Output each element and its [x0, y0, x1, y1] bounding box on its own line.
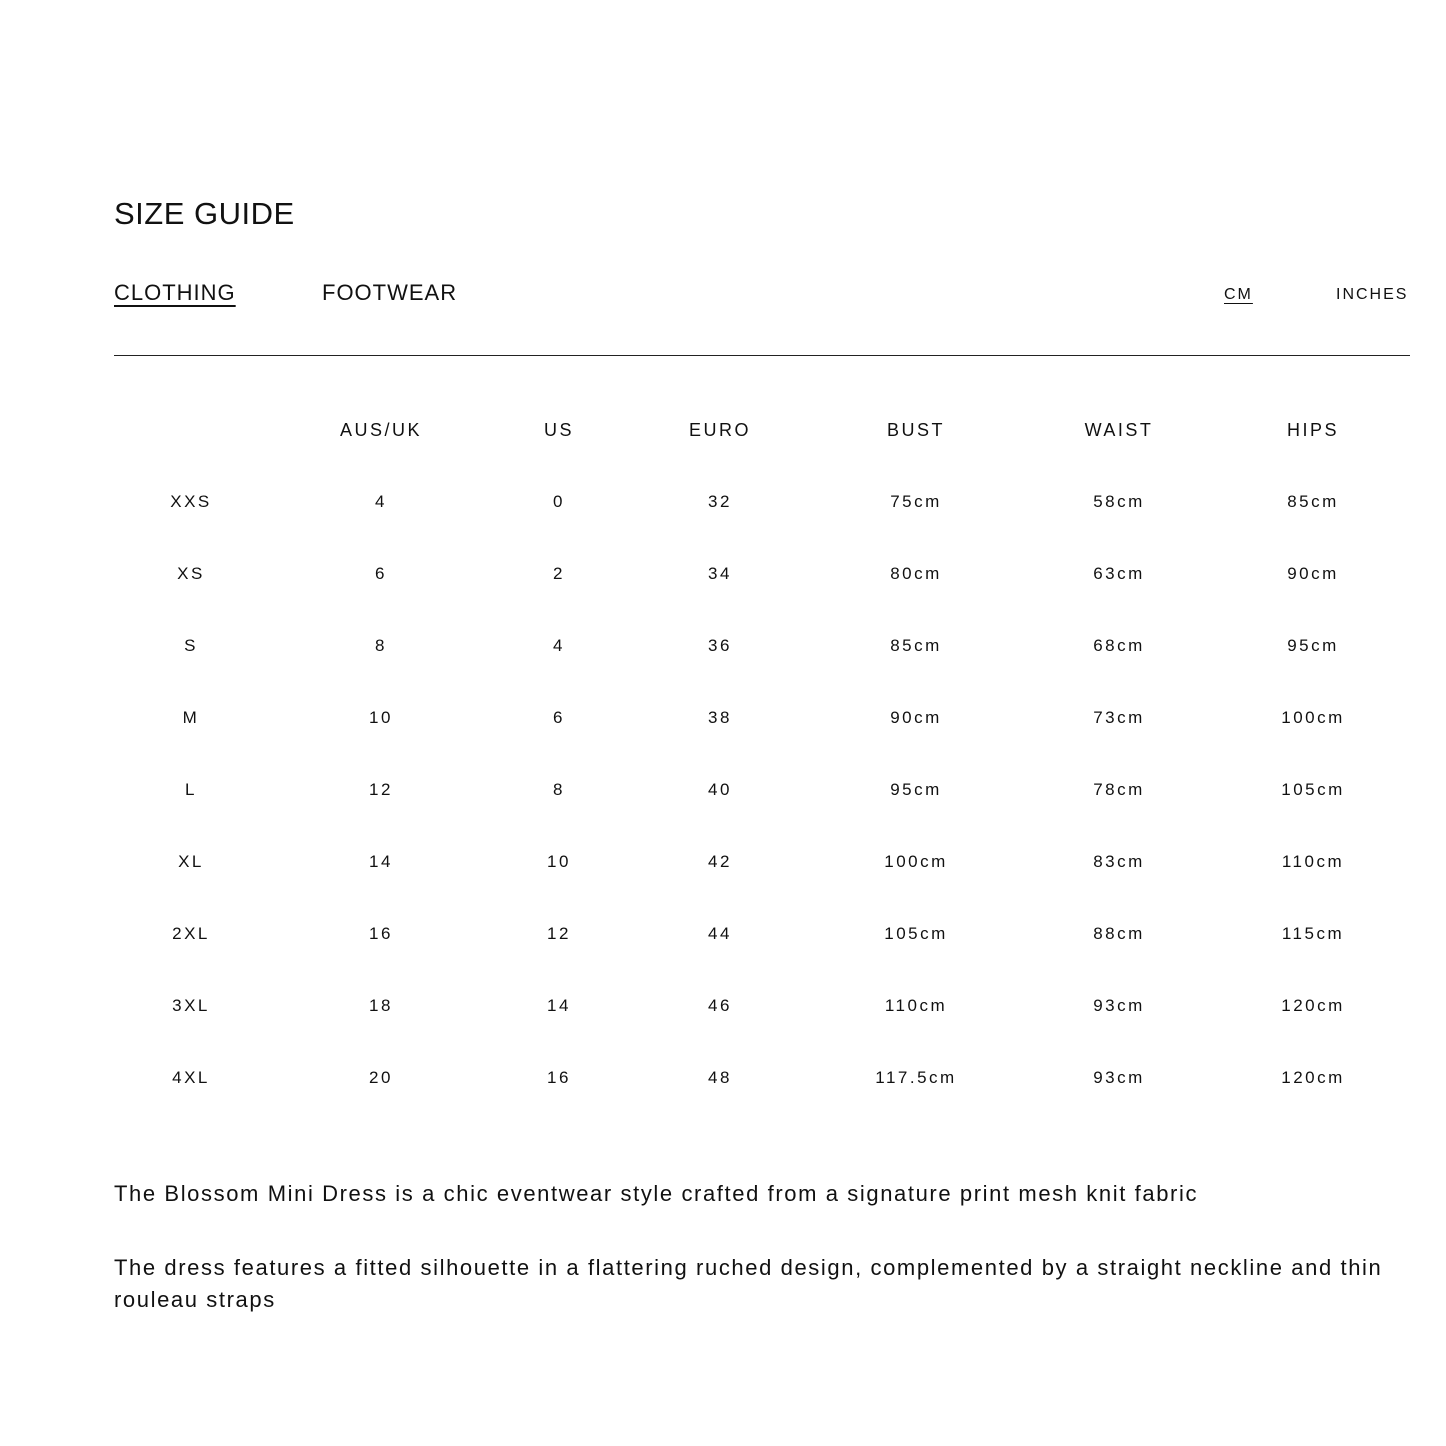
- table-cell-bust: 90cm: [890, 708, 942, 727]
- column-header-waist: WAIST: [1084, 420, 1154, 440]
- table-cell-hips: 110cm: [1281, 852, 1345, 871]
- table-cell-hips: 115cm: [1281, 924, 1345, 943]
- column-header-us: US: [543, 420, 574, 440]
- table-cell-euro: 32: [708, 492, 732, 511]
- table-cell-aus-uk: 20: [369, 1068, 393, 1087]
- column-header-euro: EURO: [688, 420, 751, 440]
- table-cell-hips: 85cm: [1287, 492, 1339, 511]
- table-cell-hips: 90cm: [1287, 564, 1339, 583]
- table-cell-us: 8: [553, 780, 565, 799]
- table-cell-waist: 93cm: [1093, 1068, 1145, 1087]
- column-header-hips: HIPS: [1286, 420, 1339, 440]
- header-divider: [114, 355, 1410, 356]
- table-cell-us: 4: [553, 636, 565, 655]
- table-cell-bust: 80cm: [890, 564, 942, 583]
- table-cell-size: XL: [178, 852, 204, 871]
- table-cell-euro: 40: [708, 780, 732, 799]
- table-cell-euro: 38: [708, 708, 732, 727]
- table-cell-euro: 48: [708, 1068, 732, 1087]
- table-cell-euro: 44: [708, 924, 732, 943]
- description-paragraph: The Blossom Mini Dress is a chic eventwear style crafted from a signature print mesh knit fabric: [114, 1181, 1199, 1206]
- table-cell-waist: 68cm: [1093, 636, 1145, 655]
- table-cell-bust: 100cm: [884, 852, 948, 871]
- unit-toggle-cm[interactable]: CM: [1224, 286, 1253, 303]
- table-cell-waist: 88cm: [1093, 924, 1145, 943]
- table-cell-euro: 46: [708, 996, 732, 1015]
- table-cell-size: L: [185, 780, 197, 799]
- table-cell-us: 14: [547, 996, 571, 1015]
- column-header-bust: BUST: [886, 420, 945, 440]
- table-cell-euro: 42: [708, 852, 732, 871]
- table-cell-us: 0: [553, 492, 565, 511]
- table-cell-aus-uk: 12: [369, 780, 393, 799]
- table-cell-hips: 105cm: [1281, 780, 1345, 799]
- table-cell-aus-uk: 4: [375, 492, 387, 511]
- table-cell-size: 3XL: [172, 996, 210, 1015]
- table-cell-us: 12: [547, 924, 571, 943]
- page-title: SIZE GUIDE: [114, 196, 295, 231]
- table-cell-hips: 95cm: [1287, 636, 1339, 655]
- table-cell-euro: 34: [708, 564, 732, 583]
- table-cell-aus-uk: 14: [369, 852, 393, 871]
- table-cell-bust: 75cm: [890, 492, 942, 511]
- table-cell-aus-uk: 10: [369, 708, 393, 727]
- table-cell-hips: 120cm: [1281, 996, 1345, 1015]
- table-cell-aus-uk: 8: [375, 636, 387, 655]
- tab-clothing[interactable]: CLOTHING: [114, 280, 236, 305]
- tab-footwear[interactable]: FOOTWEAR: [322, 280, 458, 305]
- table-cell-bust: 95cm: [890, 780, 942, 799]
- table-cell-bust: 85cm: [890, 636, 942, 655]
- table-cell-aus-uk: 6: [375, 564, 387, 583]
- table-cell-euro: 36: [708, 636, 732, 655]
- table-cell-size: 2XL: [172, 924, 210, 943]
- table-cell-size: S: [184, 636, 198, 655]
- table-cell-us: 10: [547, 852, 571, 871]
- table-cell-size: XS: [177, 564, 205, 583]
- table-cell-size: 4XL: [172, 1068, 210, 1087]
- table-cell-waist: 58cm: [1093, 492, 1145, 511]
- column-header-aus-uk: AUS/UK: [339, 420, 423, 440]
- table-cell-us: 16: [547, 1068, 571, 1087]
- unit-toggle-inches[interactable]: INCHES: [1336, 286, 1409, 303]
- table-cell-waist: 78cm: [1093, 780, 1145, 799]
- table-cell-size: M: [182, 708, 200, 727]
- table-cell-bust: 110cm: [884, 996, 948, 1015]
- table-cell-waist: 83cm: [1093, 852, 1145, 871]
- table-cell-aus-uk: 16: [369, 924, 393, 943]
- table-cell-waist: 93cm: [1093, 996, 1145, 1015]
- table-cell-waist: 63cm: [1093, 564, 1145, 583]
- description-paragraph: The dress features a fitted silhouette in a flattering ruched design, complemented by a straight neckline and thin rouleau straps: [114, 1255, 1383, 1312]
- table-cell-hips: 120cm: [1281, 1068, 1345, 1087]
- table-cell-us: 2: [553, 564, 565, 583]
- table-cell-bust: 117.5cm: [875, 1068, 957, 1087]
- table-cell-hips: 100cm: [1281, 708, 1345, 727]
- table-cell-size: XXS: [170, 492, 212, 511]
- table-cell-waist: 73cm: [1093, 708, 1145, 727]
- table-cell-us: 6: [553, 708, 565, 727]
- table-cell-aus-uk: 18: [369, 996, 393, 1015]
- table-cell-bust: 105cm: [884, 924, 948, 943]
